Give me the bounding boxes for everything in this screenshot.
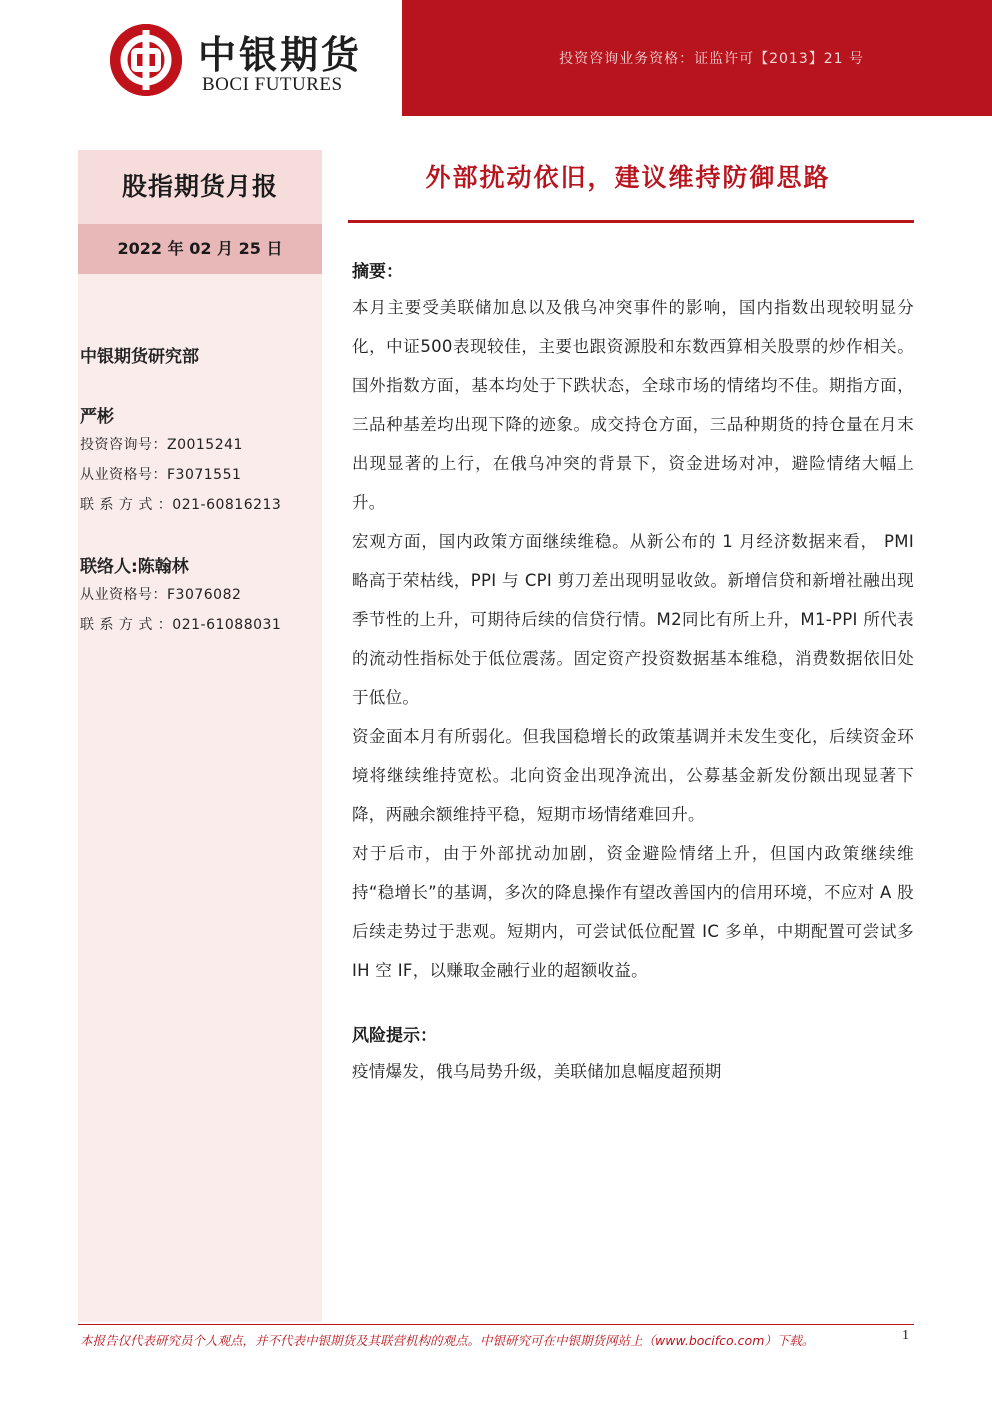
analyst-name: 严彬 xyxy=(80,407,114,427)
analyst-qual-no: 从业资格号：F3071551 xyxy=(80,467,242,483)
brand-name-cn: 中银期货 xyxy=(198,32,363,77)
page-number: 1 xyxy=(902,1328,909,1343)
contact-qual-no: 从业资格号：F3076082 xyxy=(80,587,242,603)
summary-paragraph: 本月主要受美联储加息以及俄乌冲突事件的影响，国内指数出现较明显分化，中证500表现较佳，主要也跟资源股和东数西算相关股票的炒作相关。国外指数方面，基本均处于下跌状态，全球市场的情绪均不佳。期指方面，三品种基差均出现下降的迹象。成交持仓方面，三品种期货的持仓量在月末出现显著的上行，在俄乌冲突的背景下，资金进场对冲，避险情绪大幅上升。 xyxy=(352,298,914,512)
report-body xyxy=(352,256,914,1091)
outlook-paragraph: 对于后市，由于外部扰动加剧，资金避险情绪上升，但国内政策继续维持“稳增长”的基调，多次的降息操作有望改善国内的信用环境，不应对 A 股后续走势过于悲观。短期内，可尝试低位配置 IC 多单，中期配置可尝试多 IH 空 IF，以赚取金融行业的超额收益。 xyxy=(352,844,914,980)
footer-divider xyxy=(78,1324,914,1325)
sidebar xyxy=(78,150,322,1322)
contact-person-name: 联络人:陈翰林 xyxy=(80,557,189,577)
report-type: 股指期货月报 xyxy=(78,150,322,224)
analyst-consult-no: 投资咨询号：Z0015241 xyxy=(80,437,243,453)
macro-paragraph: 宏观方面，国内政策方面继续维稳。从新公布的 1 月经济数据来看， PMI 略高于荣枯线，PPI 与 CPI 剪刀差出现明显收敛。新增信贷和新增社融出现季节性的上升，可期待后续的信贷行情。M2同比有所上升，M1-PPI 所代表的流动性指标处于低位震荡。固定资产投资数据基本维稳，消费数据依旧处于低位。 xyxy=(352,532,914,707)
footer-disclaimer: 本报告仅代表研究员个人观点，并不代表中银期货及其联营机构的观点。中银研究可在中银期货网站上（www.bocifco.com）下载。 xyxy=(80,1333,815,1348)
title-divider xyxy=(348,220,914,223)
risk-text: 疫情爆发，俄乌局势升级，美联储加息幅度超预期 xyxy=(352,1062,722,1081)
department: 中银期货研究部 xyxy=(80,347,199,367)
analyst-contact: 联 系 方 式 ：021-60816213 xyxy=(80,497,282,513)
report-date: 2022 年 02 月 25 日 xyxy=(78,224,322,274)
report-title: 外部扰动依旧，建议维持防御思路 xyxy=(425,163,831,192)
header-band xyxy=(402,0,992,116)
brand-name-en: BOCI FUTURES xyxy=(202,74,343,95)
license-text: 投资咨询业务资格：证监许可【2013】21 号 xyxy=(559,51,864,67)
summary-heading: 摘要： xyxy=(352,262,403,282)
boc-logo-icon xyxy=(110,24,182,96)
risk-heading: 风险提示： xyxy=(352,1026,437,1046)
contact-phone: 联 系 方 式 ：021-61088031 xyxy=(80,617,282,633)
liquidity-paragraph: 资金面本月有所弱化。但我国稳增长的政策基调并未发生变化，后续资金环境将继续维持宽松。北向资金出现净流出，公募基金新发份额出现显著下降，两融余额维持平稳，短期市场情绪难回升。 xyxy=(352,727,914,824)
